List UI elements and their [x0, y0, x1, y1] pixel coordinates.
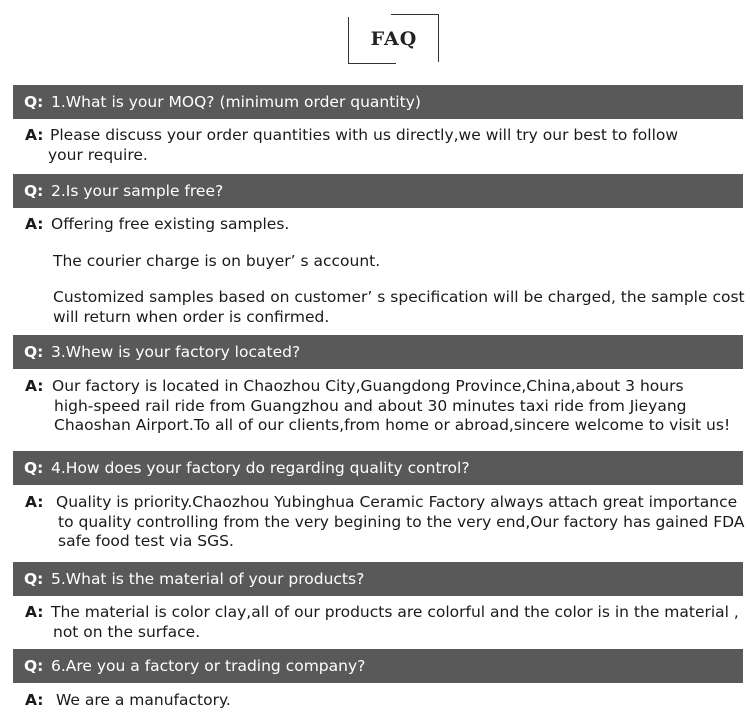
answer-line: Quality is priority.Chaozhou Yubinghua Ceramic Factory always attach great importance	[56, 493, 738, 511]
answer-line: The courier charge is on buyer’ s account.	[53, 251, 381, 270]
answer-label: A:	[25, 215, 44, 233]
question-text: 6.Are you a factory or trading company?	[51, 657, 366, 675]
question-text: 2.Is your sample free?	[51, 182, 224, 200]
page-title: FAQ	[370, 28, 418, 50]
answer-line: will return when order is confirmed.	[53, 307, 330, 326]
question-text: 4.How does your factory do regarding quality control?	[51, 459, 470, 477]
question-label: Q:	[24, 459, 44, 477]
faq-question-6	[13, 649, 743, 683]
answer-label: A:	[25, 691, 44, 709]
question-label: Q:	[24, 343, 44, 361]
answer-line: The material is color clay,all of our products are colorful and the color is in the material ,	[51, 603, 739, 621]
question-label: Q:	[24, 182, 44, 200]
question-label: Q:	[24, 657, 44, 675]
answer-line: Offering free existing samples.	[51, 215, 290, 233]
question-text: 1.What is your MOQ? (minimum order quantity)	[51, 93, 421, 111]
answer-label: A:	[25, 603, 44, 621]
faq-question-1	[13, 85, 743, 119]
faq-question-5	[13, 562, 743, 596]
answer-line: to quality controlling from the very begining to the very end,Our factory has gained FDA	[58, 512, 745, 531]
answer-line: high-speed rail ride from Guangzhou and about 30 minutes taxi ride from Jieyang	[54, 396, 687, 415]
answer-line: not on the surface.	[53, 622, 201, 641]
header-frame-line	[348, 63, 396, 64]
answer-line: safe food test via SGS.	[58, 532, 234, 550]
question-label: Q:	[24, 570, 44, 588]
answer-label: A:	[25, 377, 44, 395]
answer-line: Chaoshan Airport.To all of our clients,from home or abroad,sincere welcome to visit us!	[54, 416, 731, 434]
answer-label: A:	[25, 126, 44, 144]
answer-line: Customized samples based on customer’ s specification will be charged, the sample cost	[53, 288, 745, 306]
faq-header	[348, 14, 440, 64]
answer-line: your require.	[48, 145, 148, 164]
question-text: 5.What is the material of your products?	[51, 570, 365, 588]
faq-question-3	[13, 335, 743, 369]
answer-line: We are a manufactory.	[56, 691, 231, 709]
question-text: 3.Whew is your factory located?	[51, 343, 301, 361]
question-label: Q:	[24, 93, 44, 111]
answer-label: A:	[25, 493, 44, 511]
answer-line: Please discuss your order quantities with us directly,we will try our best to follow	[50, 126, 679, 144]
header-frame-line	[391, 14, 439, 15]
faq-question-2	[13, 174, 743, 208]
answer-line: Our factory is located in Chaozhou City,Guangdong Province,China,about 3 hours	[52, 377, 684, 395]
faq-question-4	[13, 451, 743, 485]
